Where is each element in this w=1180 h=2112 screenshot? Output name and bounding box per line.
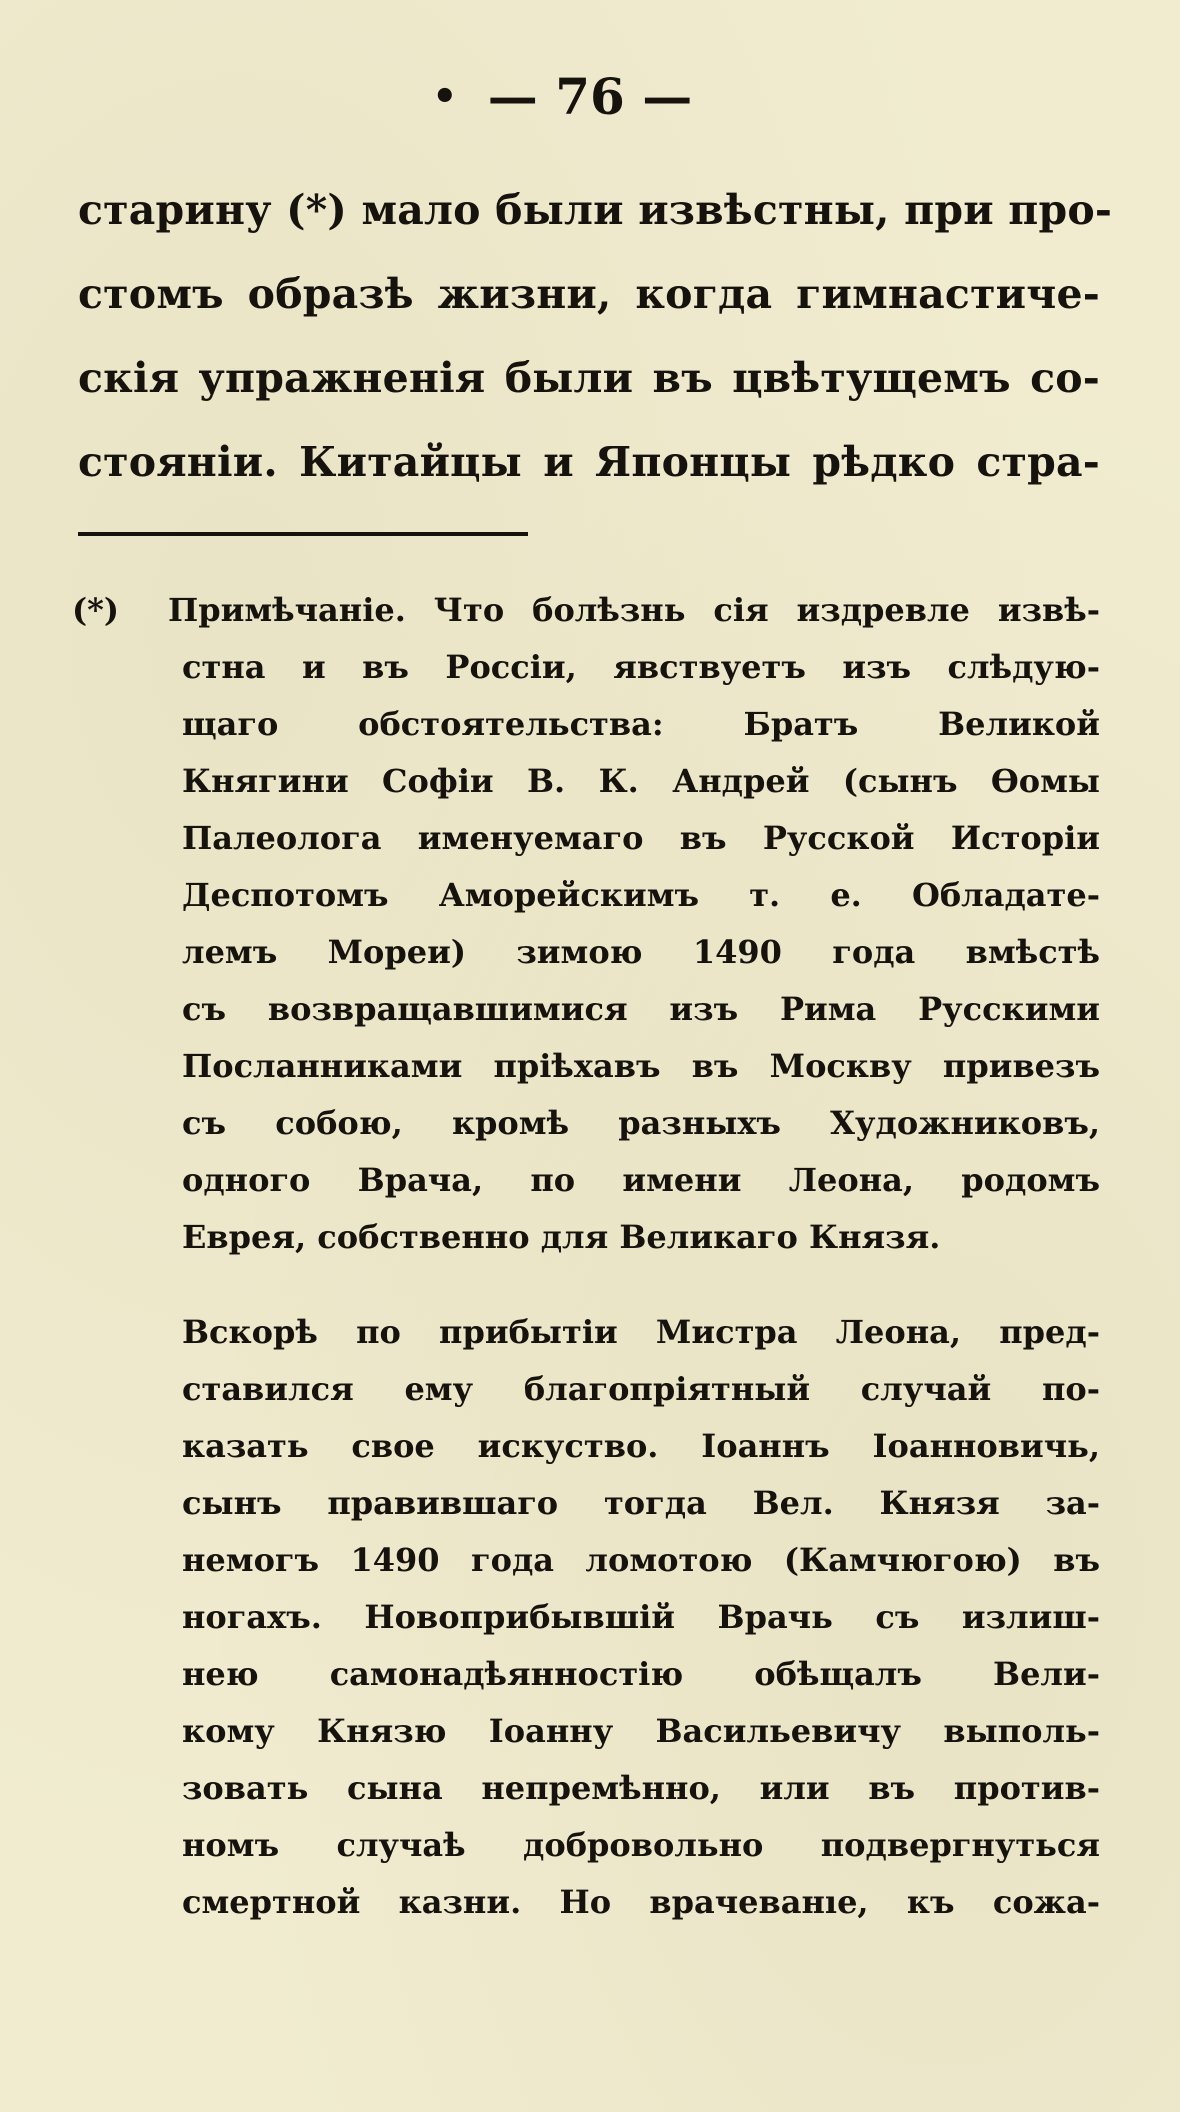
footnote-marker: (*) (72, 591, 120, 629)
footnote-line: щаго обстоятельства: Братъ Великой (182, 705, 1100, 743)
footnote-line: Посланниками пріѣхавъ въ Москву привезъ (182, 1047, 1100, 1085)
footnote-line: Еврея, собственно для Великаго Князя. (182, 1218, 941, 1256)
page-number: — 76 — (487, 67, 693, 126)
main-text-line: скія упражненія были въ цвѣтущемъ со- (78, 354, 1100, 402)
footnote-continuation-line: сынъ правившаго тогда Вел. Князя за- (182, 1484, 1100, 1522)
footnote-continuation-line: зовать сына непремѣнно, или въ против- (182, 1769, 1100, 1807)
main-text-line: стомъ образѣ жизни, когда гимнастиче- (78, 270, 1100, 318)
footnote-continuation-line: Вскорѣ по прибытіи Мистра Леона, пред- (182, 1313, 1100, 1351)
footnote-line: стна и въ Россіи, явствуетъ изъ слѣдую- (182, 648, 1100, 686)
footnote-line: Деспотомъ Аморейскимъ т. е. Обладате- (182, 876, 1100, 914)
header-dot: • (432, 73, 458, 120)
footnote-continuation-line: смертной казни. Но врачеванıе, къ сожа- (182, 1883, 1100, 1921)
footnote-line: Княгини Софіи В. К. Андрей (сынъ Ѳомы (182, 762, 1100, 800)
footnote-continuation-line: номъ случаѣ добровольно подвергнуться (182, 1826, 1100, 1864)
footnote-line-text: Примѣчаніе. Что болѣзнь сія издревле извѣ- (168, 591, 1100, 629)
footnote-divider (78, 532, 528, 536)
footnote-line (72, 582, 1100, 639)
footnote-line: одного Врача, по имени Леона, родомъ (182, 1161, 1100, 1199)
main-text-line: старину (*) мало были извѣстны, при про- (78, 186, 1113, 234)
footnote-continuation-line: ногахъ. Новоприбывшій Врачь съ излиш- (182, 1598, 1100, 1636)
main-text (78, 168, 1113, 504)
footnote-line: съ возвращавшимися изъ Рима Русскими (182, 990, 1100, 1028)
footnote-line: съ собою, кромѣ разныхъ Художниковъ, (182, 1104, 1100, 1142)
footnote-continuation-line: казать свое искуство. Іоаннъ Іоанновичь, (182, 1427, 1100, 1465)
footnote-line: Палеолога именуемаго въ Русской Исторіи (182, 819, 1100, 857)
main-text-line: стояніи. Китайцы и Японцы рѣдко стра- (78, 438, 1100, 486)
footnote-continuation-line: ставился ему благопріятный случай по- (182, 1370, 1100, 1408)
footnote-line: лемъ Мореи) зимою 1490 года вмѣстѣ (182, 933, 1100, 971)
page-header (0, 62, 1180, 132)
footnote-continuation-line: немогъ 1490 года ломотою (Камчюгою) въ (182, 1541, 1100, 1579)
footnote-continuation-line: кому Князю Іоанну Васильевичу выполь- (182, 1712, 1100, 1750)
footnote (72, 582, 1100, 1931)
footnote-continuation-line: нею самонадѣянностію обѣщалъ Вели- (182, 1655, 1100, 1693)
